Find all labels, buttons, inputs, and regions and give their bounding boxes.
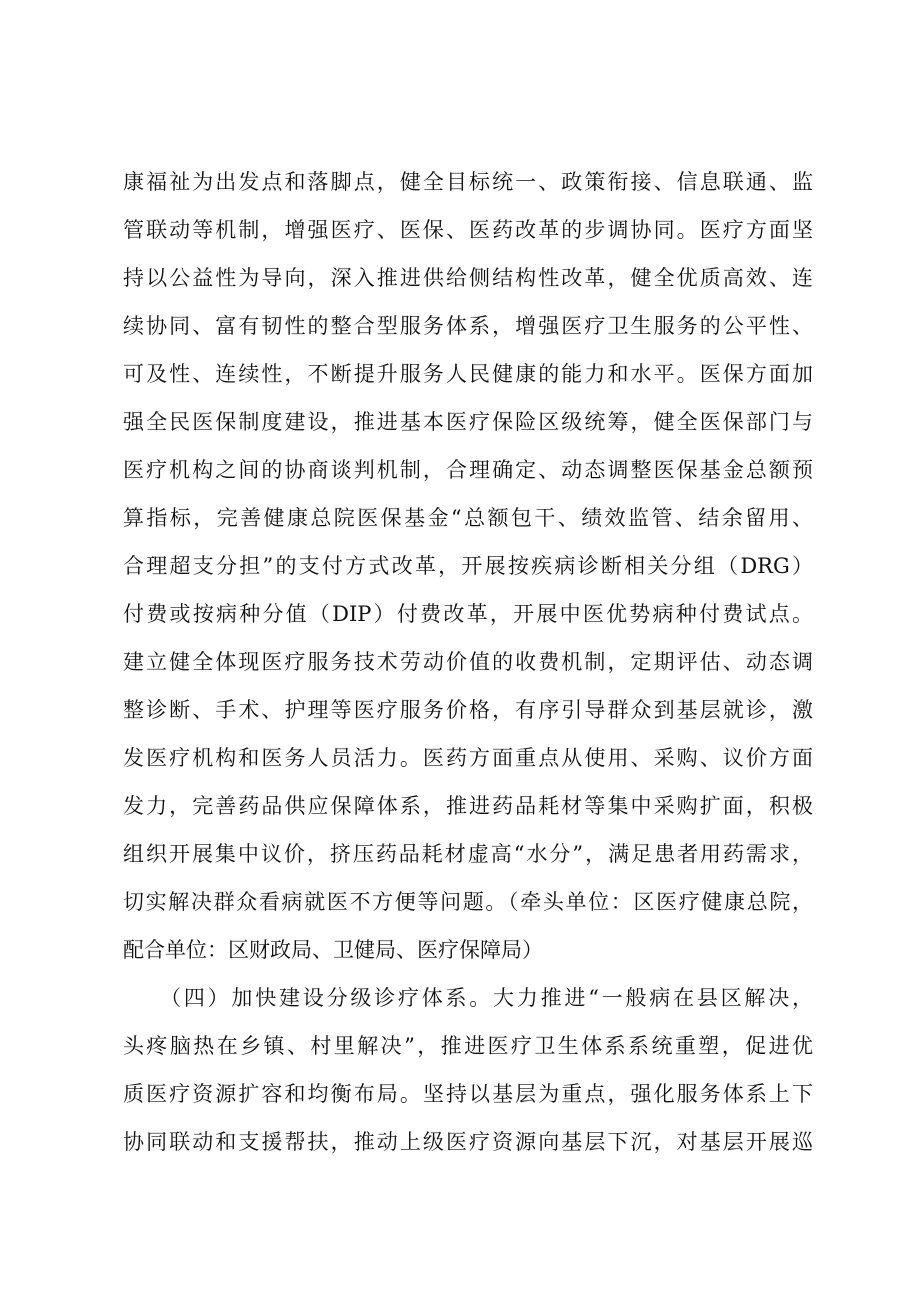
text-line: 可及性、连续性，不断提升服务人民健康的能力和水平。医保方面加 xyxy=(123,362,813,386)
text-line: 配合单位：区财政局、卫健局、医疗保障局） xyxy=(123,938,543,962)
text-line: 头疼脑热在乡镇、村里解决”，推进医疗卫生体系系统重塑，促进优 xyxy=(123,1034,813,1058)
text-line: 医疗机构之间的协商谈判机制，合理确定、动态调整医保基金总额预 xyxy=(123,458,813,482)
text-line: 强全民医保制度建设，推进基本医疗保险区级统筹，健全医保部门与 xyxy=(123,410,813,434)
text-line: 算指标，完善健康总院医保基金“总额包干、绩效监管、结余留用、 xyxy=(123,506,813,530)
text-line: 付费或按病种分值（DIP）付费改革，开展中医优势病种付费试点。 xyxy=(123,602,813,626)
text-line: 建立健全体现医疗服务技术劳动价值的收费机制，定期评估、动态调 xyxy=(123,650,813,674)
text-line: 持以公益性为导向，深入推进供给侧结构性改革，健全优质高效、连 xyxy=(123,266,813,290)
text-line: 康福祉为出发点和落脚点，健全目标统一、政策衔接、信息联通、监 xyxy=(123,170,813,194)
section-heading-line: （四）加快建设分级诊疗体系。大力推进“一般病在县区解决， xyxy=(123,986,813,1010)
text-line: 质医疗资源扩容和均衡布局。坚持以基层为重点，强化服务体系上下 xyxy=(123,1082,813,1106)
text-line: 续协同、富有韧性的整合型服务体系，增强医疗卫生服务的公平性、 xyxy=(123,314,813,338)
text-line: 发力，完善药品供应保障体系，推进药品耗材等集中采购扩面，积极 xyxy=(123,794,813,818)
text-line: 合理超支分担”的支付方式改革，开展按疾病诊断相关分组（DRG） xyxy=(123,554,813,578)
text-line: 协同联动和支援帮扶，推动上级医疗资源向基层下沉，对基层开展巡 xyxy=(123,1130,813,1154)
text-line: 组织开展集中议价，挤压药品耗材虚高“水分”，满足患者用药需求， xyxy=(123,842,813,866)
text-line: 切实解决群众看病就医不方便等问题。（牵头单位：区医疗健康总院， xyxy=(123,890,813,914)
text-line: 整诊断、手术、护理等医疗服务价格，有序引导群众到基层就诊，激 xyxy=(123,698,813,722)
text-line: 发医疗机构和医务人员活力。医药方面重点从使用、采购、议价方面 xyxy=(123,746,813,770)
text-line: 管联动等机制，增强医疗、医保、医药改革的步调协同。医疗方面坚 xyxy=(123,218,813,242)
